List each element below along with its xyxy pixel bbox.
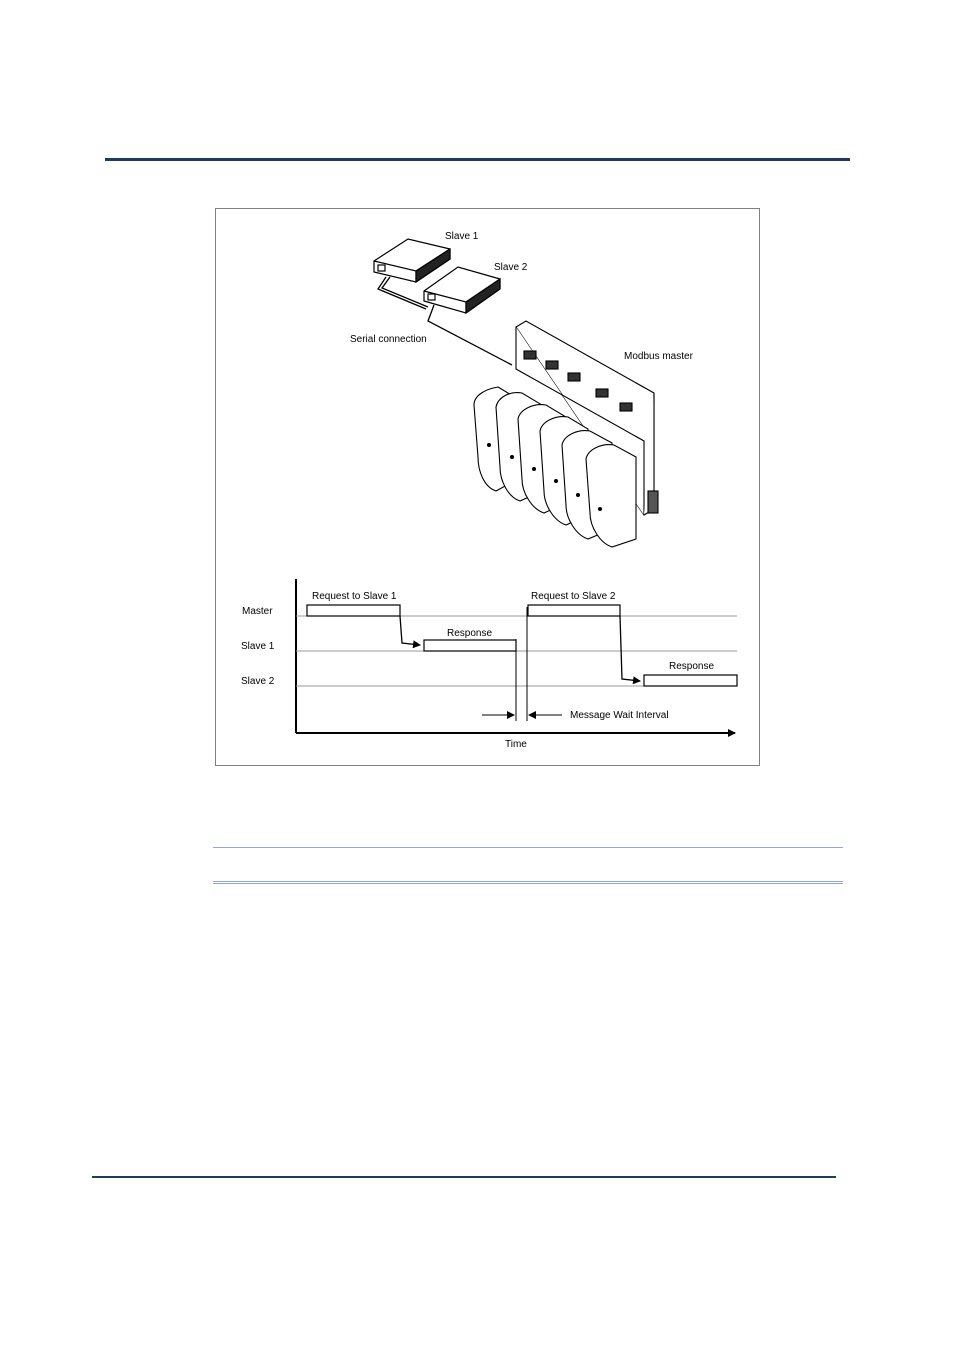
- request-slave1-arrow: [400, 616, 420, 645]
- response-slave2-label: Response: [669, 661, 715, 672]
- response-slave2-bar: [644, 675, 737, 686]
- message-wait-interval-label: Message Wait Interval: [570, 710, 669, 721]
- response-slave1-label: Response: [447, 628, 493, 639]
- figure-frame: [215, 208, 760, 766]
- footer-rule: [92, 1176, 836, 1178]
- request-slave2-bar: [528, 605, 620, 616]
- request-slave2-arrow: [620, 616, 640, 681]
- timing-diagram: [241, 579, 737, 750]
- note-top-rule: [213, 847, 843, 848]
- row-label-master: Master: [242, 606, 273, 617]
- time-axis-label: Time: [505, 739, 527, 750]
- modbus-diagram: [216, 209, 761, 767]
- request-slave1-bar: [307, 605, 400, 616]
- slave2-device-label: Slave 2: [494, 262, 528, 273]
- response-slave1-bar: [424, 640, 516, 651]
- modbus-master-label: Modbus master: [624, 351, 693, 362]
- request-slave2-label: Request to Slave 2: [531, 591, 616, 602]
- row-label-slave1: Slave 1: [241, 641, 275, 652]
- serial-connection-label: Serial connection: [350, 334, 427, 345]
- slave1-device-icon: [374, 239, 450, 282]
- note-bottom-rule: [213, 881, 843, 884]
- row-label-slave2: Slave 2: [241, 676, 275, 687]
- header-rule: [105, 158, 850, 161]
- request-slave1-label: Request to Slave 1: [312, 591, 397, 602]
- slave1-device-label: Slave 1: [445, 231, 479, 242]
- slave2-device-icon: [424, 267, 500, 313]
